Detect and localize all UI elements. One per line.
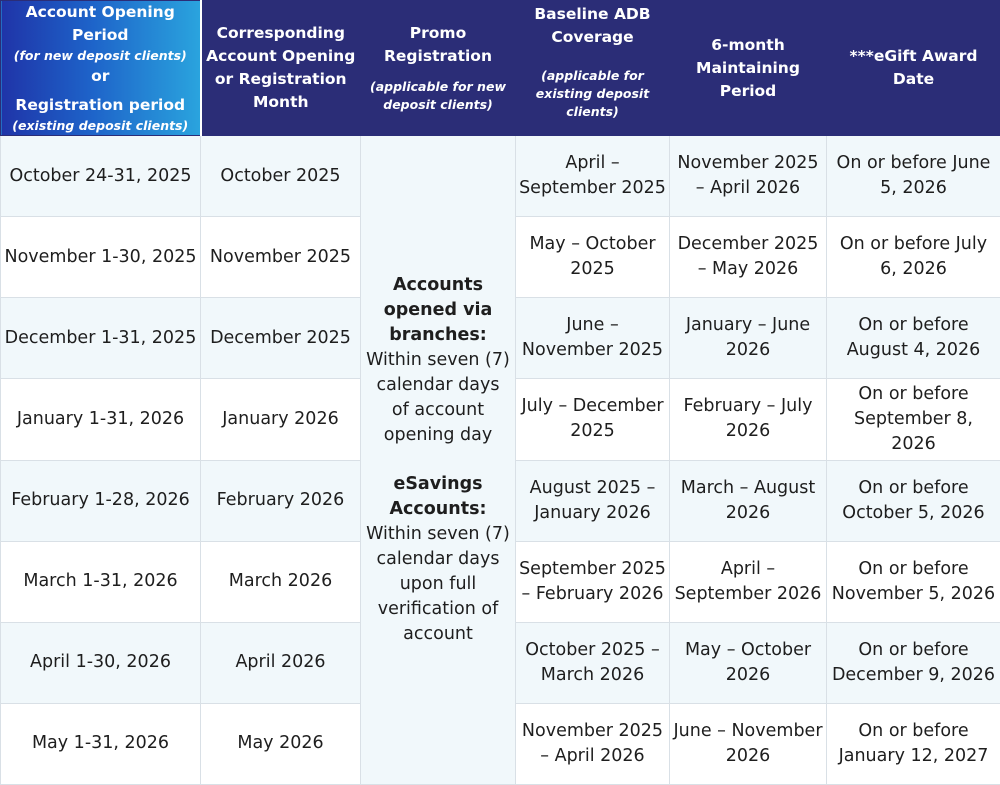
cell-award-date: On or before June 5, 2026 <box>827 136 1000 217</box>
header-row <box>1 1 1000 136</box>
cell-period: April 1-30, 2026 <box>1 622 201 703</box>
header-subnote: (existing deposit clients) <box>12 118 189 133</box>
cell-month: January 2026 <box>201 379 361 460</box>
cell-award-date: On or before September 8, 2026 <box>827 379 1000 460</box>
header-egift-award-date <box>827 1 1000 136</box>
cell-adb-coverage: September 2025 – February 2026 <box>516 541 670 622</box>
cell-maintaining-period: March – August 2026 <box>670 460 827 541</box>
cell-period: March 1-31, 2026 <box>1 541 201 622</box>
cell-month: May 2026 <box>201 703 361 784</box>
header-subnote: (applicable for existing deposit clients) <box>535 68 650 119</box>
cell-award-date: On or before January 12, 2027 <box>827 703 1000 784</box>
cell-period: January 1-31, 2026 <box>1 379 201 460</box>
cell-award-date: On or before July 6, 2026 <box>827 217 1000 298</box>
cell-award-date: On or before December 9, 2026 <box>827 622 1000 703</box>
promo-branches-title: Accounts opened via branches: <box>383 275 493 345</box>
cell-award-date: On or before November 5, 2026 <box>827 541 1000 622</box>
cell-adb-coverage: November 2025 – April 2026 <box>516 703 670 784</box>
cell-adb-coverage: August 2025 – January 2026 <box>516 460 670 541</box>
cell-maintaining-period: November 2025 – April 2026 <box>670 136 827 217</box>
cell-month: October 2025 <box>201 136 361 217</box>
cell-award-date: On or before August 4, 2026 <box>827 298 1000 379</box>
cell-maintaining-period: December 2025 – May 2026 <box>670 217 827 298</box>
cell-period: November 1-30, 2025 <box>1 217 201 298</box>
cell-period: October 24-31, 2025 <box>1 136 201 217</box>
header-line: Registration period <box>15 96 186 114</box>
cell-adb-coverage: July – December 2025 <box>516 379 670 460</box>
promo-esavings-text: Within seven (7) calendar days upon full verification of account <box>366 524 510 644</box>
header-line: Corresponding Account Opening or Registration Month <box>206 24 356 111</box>
promo-esavings-block <box>366 472 510 647</box>
cell-month: March 2026 <box>201 541 361 622</box>
cell-adb-coverage: June – November 2025 <box>516 298 670 379</box>
promo-registration-cell <box>361 136 516 785</box>
header-subnote: (for new deposit clients) <box>13 48 187 63</box>
header-line: or <box>91 67 110 85</box>
cell-adb-coverage: April – September 2025 <box>516 136 670 217</box>
table-row <box>1 136 1000 217</box>
cell-month: November 2025 <box>201 217 361 298</box>
header-corresponding-month <box>201 1 361 136</box>
cell-maintaining-period: April – September 2026 <box>670 541 827 622</box>
cell-maintaining-period: January – June 2026 <box>670 298 827 379</box>
header-baseline-adb-coverage <box>516 1 670 136</box>
cell-period: February 1-28, 2026 <box>1 460 201 541</box>
header-line: 6-month Maintaining Period <box>696 35 800 100</box>
cell-maintaining-period: June – November 2026 <box>670 703 827 784</box>
cell-maintaining-period: May – October 2026 <box>670 622 827 703</box>
cell-award-date: On or before October 5, 2026 <box>827 460 1000 541</box>
header-account-opening-period <box>1 1 201 136</box>
header-promo-registration <box>361 1 516 136</box>
cell-maintaining-period: February – July 2026 <box>670 379 827 460</box>
header-line: ***eGift Award Date <box>849 47 978 88</box>
header-line: Baseline ADB Coverage <box>534 5 651 46</box>
header-line: Promo Registration <box>383 24 492 65</box>
cell-period: December 1-31, 2025 <box>1 298 201 379</box>
promo-branches-text: Within seven (7) calendar days of account opening day <box>366 350 510 445</box>
header-maintaining-period <box>670 1 827 136</box>
cell-month: December 2025 <box>201 298 361 379</box>
promo-branches-block <box>366 273 510 448</box>
cell-month: February 2026 <box>201 460 361 541</box>
cell-period: May 1-31, 2026 <box>1 703 201 784</box>
header-line: Account Opening Period <box>25 3 175 44</box>
cell-adb-coverage: May – October 2025 <box>516 217 670 298</box>
header-subnote: (applicable for new deposit clients) <box>370 79 506 112</box>
cell-month: April 2026 <box>201 622 361 703</box>
cell-adb-coverage: October 2025 – March 2026 <box>516 622 670 703</box>
promo-esavings-title: eSavings Accounts: <box>389 474 487 519</box>
